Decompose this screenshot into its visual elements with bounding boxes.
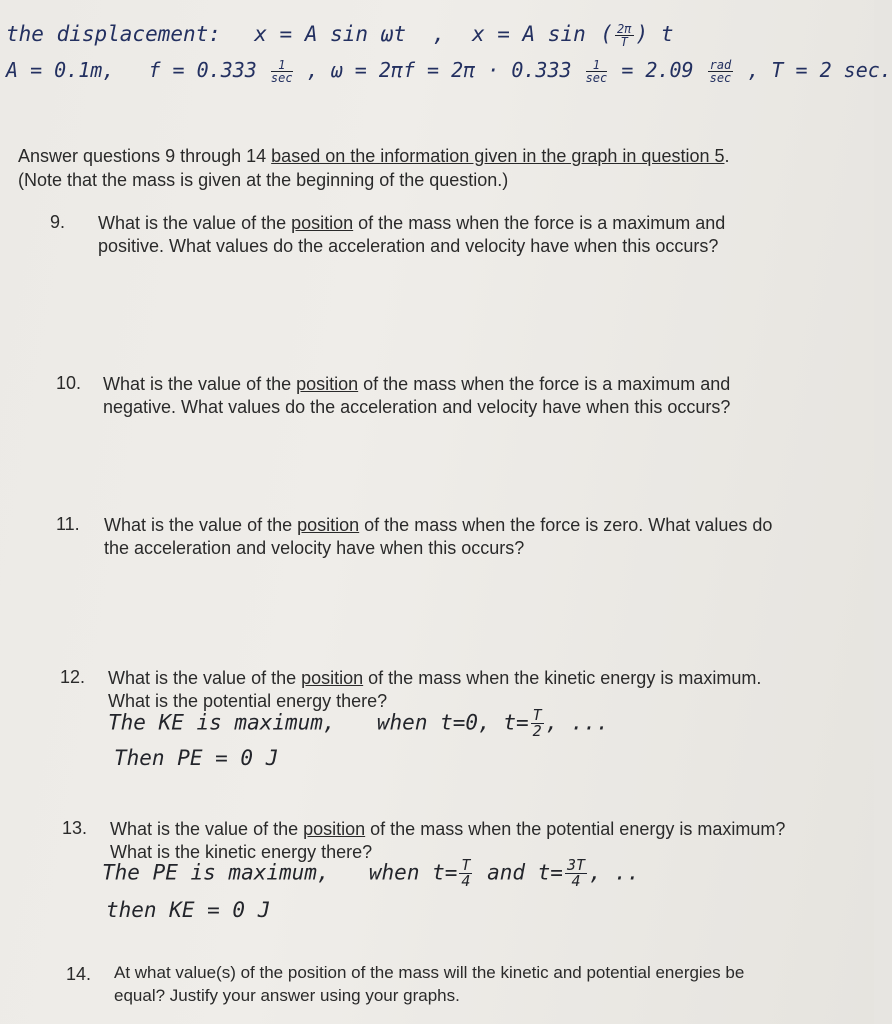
- answer-text: , ...: [545, 710, 609, 735]
- question-text: of the mass when the force is a maximum and: [358, 374, 731, 394]
- question-number: 10.: [56, 373, 82, 393]
- question-14: [114, 961, 869, 1007]
- instructions-line-1: [18, 145, 730, 168]
- instructions-underlined: based on the information given in the graph in question 5: [271, 146, 725, 166]
- question-text: What is the value of the: [104, 515, 298, 535]
- answer-text: The PE is maximum,: [102, 860, 330, 885]
- note-paren-open: (: [600, 22, 614, 46]
- answer-fraction: $\frac{T}{2}$: [532, 706, 542, 740]
- question-text: of the mass when the potential energy is maximum?: [365, 819, 786, 839]
- question-line: [103, 373, 863, 396]
- note-omega-unit: $\frac{1}{\sec}$: [585, 58, 608, 85]
- answer-text: and t=: [474, 860, 563, 885]
- question-line: equal? Justify your answer using your graphs.: [114, 986, 460, 1005]
- instructions-line-2: (Note that the mass is given at the beginning of the question.): [18, 170, 509, 190]
- question-number: 14.: [66, 964, 92, 984]
- note-omega: , ω = 2πf = 2π · 0.333: [306, 58, 572, 82]
- question-keyword: position: [297, 515, 360, 535]
- question-text: of the mass when the force is zero. What values do: [359, 515, 773, 535]
- answer-text: when t=0, t=: [376, 710, 529, 735]
- note-eq-t: t: [660, 22, 674, 46]
- note-period: , T = 2 sec.: [747, 58, 892, 82]
- question-text: of the mass when the force is a maximum and: [353, 213, 726, 233]
- question-keyword: position: [291, 213, 354, 233]
- question-line: [104, 514, 869, 537]
- question-12: [108, 667, 868, 713]
- question-text: What is the value of the: [98, 213, 292, 233]
- note-eq-sin-period: x = A sin: [471, 22, 586, 46]
- note-frequency: f = 0.333: [148, 58, 257, 82]
- question-keyword: position: [296, 374, 359, 394]
- note-displacement-label: the displacement:: [6, 22, 221, 46]
- question-9: [98, 212, 858, 258]
- question-number: 11.: [56, 514, 80, 534]
- question-10: [103, 373, 863, 419]
- question-text: of the mass when the kinetic energy is maximum.: [363, 668, 762, 688]
- question-number: 12.: [60, 667, 86, 687]
- note-amplitude: A = 0.1m,: [6, 58, 115, 82]
- answer-fraction: $\frac{3T}{4}$: [566, 856, 586, 890]
- handwritten-values-line: [6, 58, 892, 84]
- answer-fraction: $\frac{T}{4}$: [461, 856, 471, 890]
- note-rad-per-sec: $\frac{\text{rad}}{\sec}$: [709, 58, 732, 85]
- question-line: At what value(s) of the position of the mass will the kinetic and potential energies be: [114, 963, 745, 982]
- note-2pi-over-T: $\frac{2\pi}{T}$: [617, 21, 632, 49]
- note-paren-close: ): [635, 22, 649, 46]
- answer-13-line-1: [102, 858, 640, 889]
- question-number: 9.: [50, 212, 66, 232]
- question-line: [110, 818, 870, 841]
- note-eq-sin-omega: x = A sin ωt: [254, 22, 406, 46]
- note-separator: ,: [432, 22, 446, 46]
- question-line: negative. What values do the acceleration and velocity have when this occurs?: [103, 397, 731, 417]
- instructions-period: .: [724, 146, 730, 166]
- question-text: What is the value of the: [110, 819, 304, 839]
- question-keyword: position: [301, 668, 364, 688]
- question-text: What is the value of the: [103, 374, 297, 394]
- answer-12-line-1: [108, 708, 609, 739]
- answer-13-line-2: then KE = 0 J: [106, 898, 271, 922]
- question-line: [108, 667, 868, 690]
- note-omega-value: = 2.09: [621, 58, 694, 82]
- question-line: What is the potential energy there?: [108, 691, 388, 711]
- question-text: What is the value of the: [108, 668, 302, 688]
- question-line: [98, 212, 858, 235]
- answer-text: when t=: [368, 860, 458, 885]
- instructions-text: Answer questions 9 through 14: [18, 146, 272, 166]
- question-11: [104, 514, 869, 560]
- note-freq-unit: $\frac{1}{\sec}$: [270, 58, 293, 85]
- answer-12-line-2: Then PE = 0 J: [114, 746, 279, 770]
- question-line: positive. What values do the acceleration and velocity have when this occurs?: [98, 236, 719, 256]
- question-line: What is the kinetic energy there?: [110, 842, 373, 862]
- question-number: 13.: [62, 818, 88, 838]
- handwritten-displacement-line: [6, 22, 673, 48]
- answer-text: , ..: [589, 860, 640, 885]
- answer-text: The KE is maximum,: [108, 710, 336, 735]
- question-line: the acceleration and velocity have when this occurs?: [104, 538, 525, 558]
- question-keyword: position: [303, 819, 366, 839]
